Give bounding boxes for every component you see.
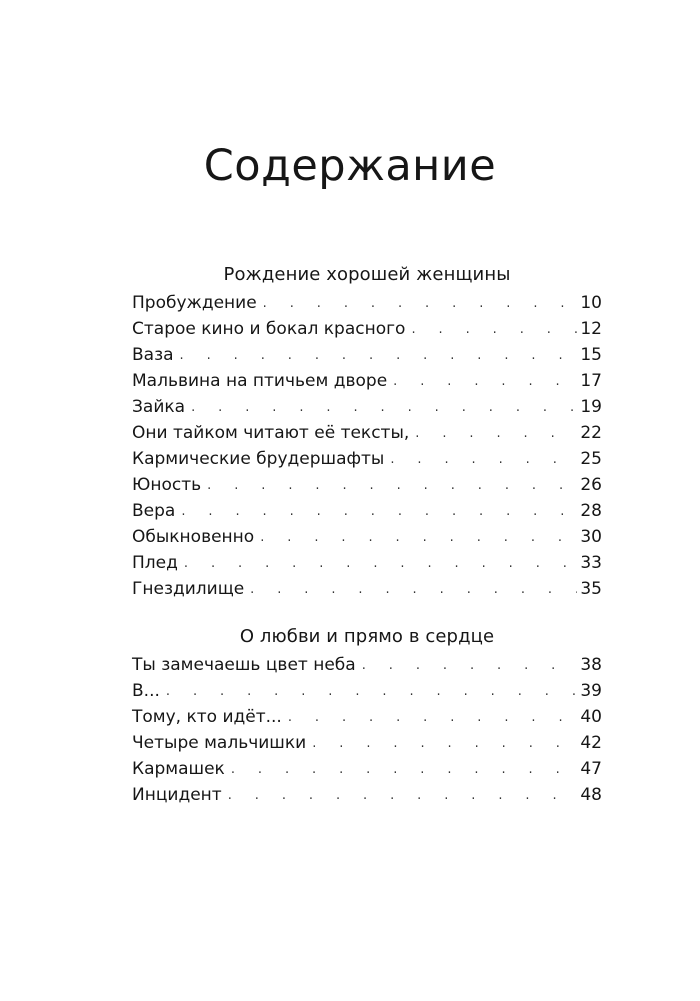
entry-title: Кармические брудершафты — [132, 449, 385, 469]
toc-section-2 — [132, 622, 602, 808]
page-number: 35 — [580, 579, 602, 599]
dot-leader — [166, 679, 577, 705]
page-number: 19 — [580, 397, 602, 417]
entry-title: Ты замечаешь цвет неба — [132, 655, 356, 675]
entry-title: Вера — [132, 501, 176, 521]
page-number: 25 — [580, 449, 602, 469]
toc-entry[interactable] — [132, 316, 602, 342]
dot-leader — [228, 783, 578, 809]
entry-title: Гнездилище — [132, 579, 245, 599]
page-number: 40 — [580, 707, 602, 727]
dot-leader — [180, 343, 578, 369]
toc-entry[interactable] — [132, 368, 602, 394]
toc-entry[interactable] — [132, 290, 602, 316]
dot-leader — [263, 291, 578, 317]
dot-leader — [411, 317, 577, 343]
dot-leader — [415, 421, 577, 447]
page-number: 33 — [580, 553, 602, 573]
entry-title: Обыкновенно — [132, 527, 255, 547]
page-number: 26 — [580, 475, 602, 495]
dot-leader — [390, 447, 577, 473]
page-number: 48 — [580, 785, 602, 805]
entry-title: Ваза — [132, 345, 174, 365]
toc-entry[interactable] — [132, 756, 602, 782]
toc-entry[interactable] — [132, 420, 602, 446]
dot-leader — [393, 369, 577, 395]
page-number: 15 — [580, 345, 602, 365]
toc-entry[interactable] — [132, 576, 602, 602]
toc-entry[interactable] — [132, 498, 602, 524]
entry-title: В... — [132, 681, 160, 701]
dot-leader — [207, 473, 577, 499]
entry-title: Инцидент — [132, 785, 222, 805]
entry-title: Зайка — [132, 397, 186, 417]
toc-section-1 — [132, 260, 602, 602]
entry-title: Мальвина на птичьем дворе — [132, 371, 388, 391]
page-number: 30 — [580, 527, 602, 547]
toc-entry[interactable] — [132, 446, 602, 472]
dot-leader — [260, 525, 577, 551]
page-title: Содержание — [203, 141, 497, 191]
toc-entry[interactable] — [132, 524, 602, 550]
toc-entry[interactable] — [132, 550, 602, 576]
toc-entry[interactable] — [132, 730, 602, 756]
toc-entry[interactable] — [132, 652, 602, 678]
toc-entry[interactable] — [132, 472, 602, 498]
dot-leader — [288, 705, 578, 731]
entry-title: Четыре мальчишки — [132, 733, 307, 753]
entry-title: Они тайком читают её тексты, — [132, 423, 410, 443]
entry-title: Кармашек — [132, 759, 225, 779]
page-number: 42 — [580, 733, 602, 753]
dot-leader — [312, 731, 577, 757]
entry-title: Тому, кто идёт... — [132, 707, 282, 727]
page-number: 39 — [580, 681, 602, 701]
dot-leader — [362, 653, 578, 679]
page-number: 12 — [580, 319, 602, 339]
entry-title: Пробуждение — [132, 293, 257, 313]
page-number: 28 — [580, 501, 602, 521]
toc-entry[interactable] — [132, 704, 602, 730]
entry-title: Плед — [132, 553, 178, 573]
toc-entry[interactable] — [132, 678, 602, 704]
dot-leader — [250, 577, 577, 603]
section-heading: Рождение хорошей женщины — [223, 264, 511, 285]
toc-entry[interactable] — [132, 342, 602, 368]
dot-leader — [231, 757, 578, 783]
page-number: 17 — [580, 371, 602, 391]
page-number: 38 — [580, 655, 602, 675]
dot-leader — [191, 395, 577, 421]
dot-leader — [184, 551, 577, 577]
page-number: 10 — [580, 293, 602, 313]
toc-entry[interactable] — [132, 394, 602, 420]
page-number: 22 — [580, 423, 602, 443]
toc-entry[interactable] — [132, 782, 602, 808]
entry-title: Юность — [132, 475, 202, 495]
entry-title: Старое кино и бокал красного — [132, 319, 406, 339]
dot-leader — [181, 499, 577, 525]
section-heading: О любви и прямо в сердце — [239, 626, 495, 647]
page-number: 47 — [580, 759, 602, 779]
